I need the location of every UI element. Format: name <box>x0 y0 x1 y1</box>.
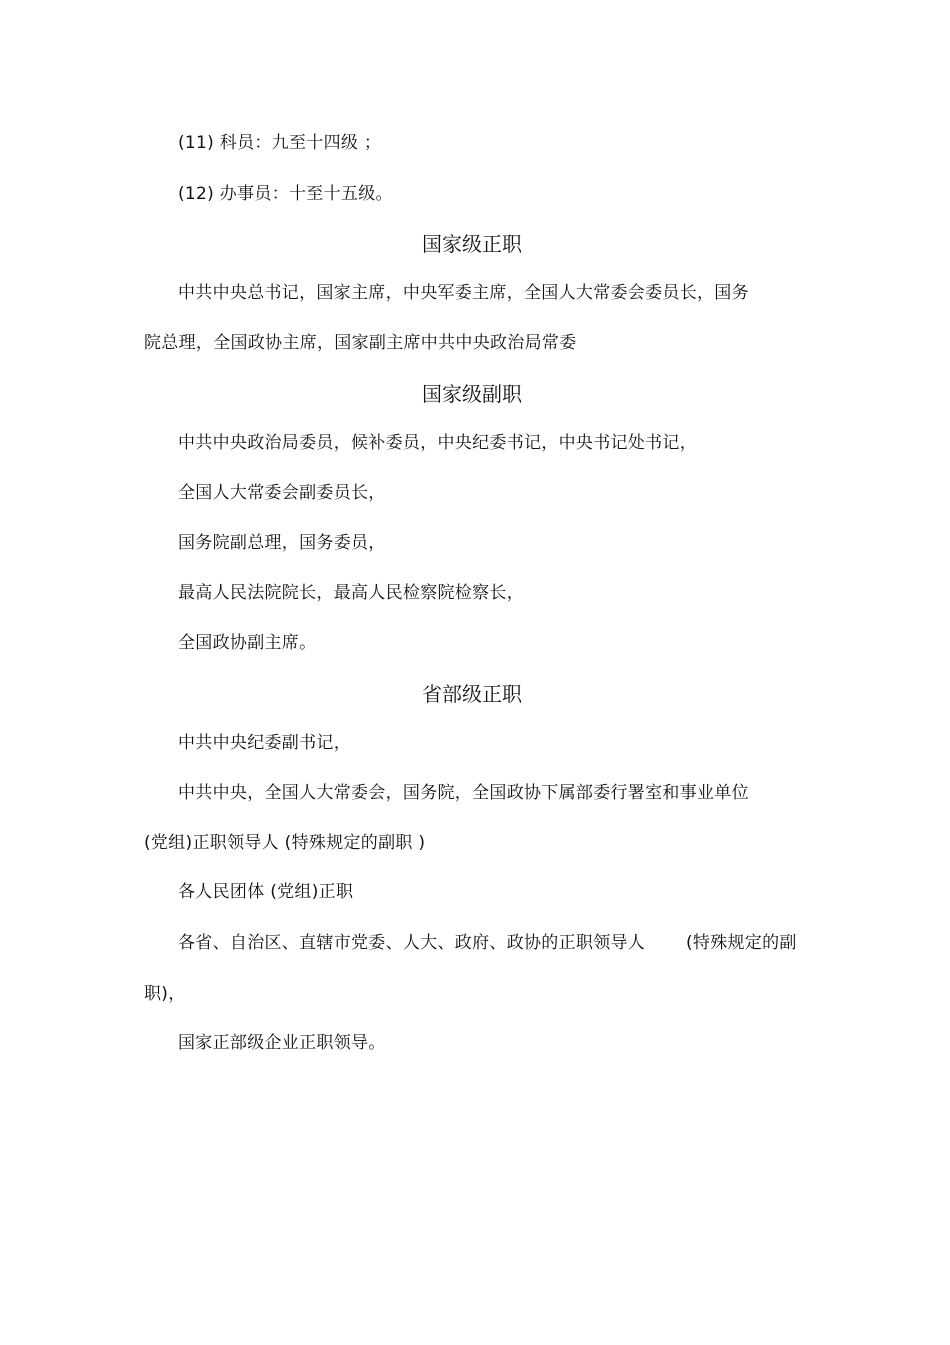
paragraph-line: (党组)正职领导人 (特殊规定的副职 ) <box>144 833 426 853</box>
paragraph-line: 职)， <box>144 984 186 1004</box>
paragraph-line: 各省、自治区、直辖市党委、人大、政府、政协的正职领导人 <box>178 933 646 953</box>
paragraph-line: 院总理，全国政协主席，国家副主席中共中央政治局常委 <box>144 333 577 353</box>
paragraph-line: 国务院副总理，国务委员， <box>178 533 386 553</box>
paragraph-line: 中共中央，全国人大常委会，国务院，全国政协下属部委行署室和事业单位 <box>178 783 749 803</box>
paragraph-line: 全国人大常委会副委员长， <box>178 483 386 503</box>
rank-item-12: (12) 办事员：十至十五级。 <box>178 184 393 204</box>
paragraph-line: 全国政协副主席。 <box>178 633 317 653</box>
paragraph-line: 中共中央政治局委员，候补委员，中央纪委书记，中央书记处书记， <box>178 433 697 453</box>
paragraph-line: 最高人民法院院长，最高人民检察院检察长， <box>178 583 524 603</box>
rank-item-11: (11) 科员：九至十四级 ； <box>178 133 382 153</box>
paragraph-line: 中共中央纪委副书记， <box>178 733 351 753</box>
paragraph-line: 国家正部级企业正职领导。 <box>178 1033 386 1053</box>
section-heading-provincial-chief: 省部级正职 <box>422 682 522 706</box>
paragraph-line: 中共中央总书记，国家主席，中央军委主席，全国人大常委会委员长，国务 <box>178 283 749 303</box>
paragraph-line: 各人民团体 (党组)正职 <box>178 882 354 902</box>
paragraph-line-continuation: (特殊规定的副 <box>686 933 797 953</box>
section-heading-national-chief: 国家级正职 <box>422 232 522 256</box>
section-heading-national-deputy: 国家级副职 <box>422 382 522 406</box>
